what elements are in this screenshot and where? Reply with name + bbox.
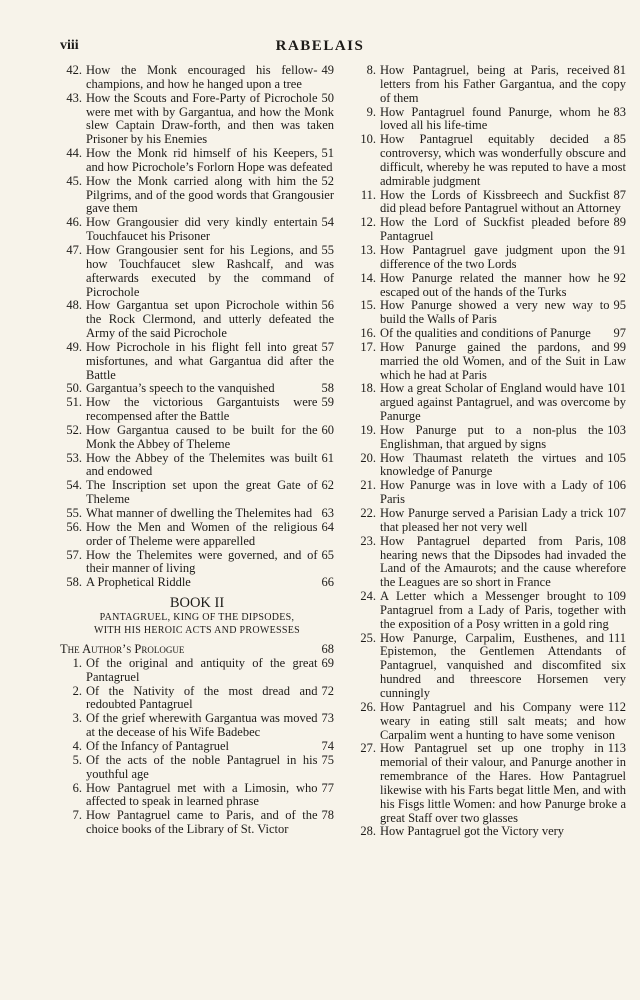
chapter-page-number: 112 [607,699,626,714]
chapter-page-number: 58 [321,381,334,396]
chapter-title-wrap [86,549,334,577]
chapter-title-wrap [86,782,334,810]
chapter-title-wrap [86,740,334,754]
contents-entry [60,341,334,383]
contents-entry [60,396,334,424]
chapter-title-wrap [380,825,626,839]
chapter-page-number: 85 [613,132,626,147]
contents-entry [60,479,334,507]
chapter-title-wrap [86,299,334,341]
chapter-title: How Panurge put to a non-plus the Englishman, that argued by signs [380,422,604,451]
chapter-title-wrap [380,106,626,134]
chapter-page-number: 108 [607,533,626,548]
chapter-number: 11. [360,187,376,202]
chapter-page-number: 113 [607,741,626,756]
prologue-wrap [60,643,334,657]
chapter-number: 54. [66,478,82,493]
contents-entry [60,576,334,590]
chapter-title: How Panurge gained the pardons, and married the old Women, and of the Suit in Law which he had at Paris [380,339,626,382]
book-subtitle: WITH HIS HEROIC ACTS AND PROWESSES [93,625,301,637]
chapter-page-number: 73 [321,711,334,726]
contents-entry [354,424,626,452]
chapter-number: 15. [360,298,376,313]
contents-entry [60,216,334,244]
chapter-page-number: 91 [613,242,626,257]
chapter-number: 20. [360,450,376,465]
chapter-title: What manner of dwelling the Thelemites had [86,506,313,520]
chapter-title: Of the Nativity of the most dread and redoubted Pantagruel [86,683,318,712]
page-number: viii [60,38,79,53]
chapter-title-wrap [86,712,334,740]
chapter-title: How the Men and Women of the religious order of Theleme were apparelled [86,519,318,548]
contents-entry [60,382,334,396]
contents-entry [354,299,626,327]
chapter-title-wrap [380,535,626,590]
chapter-page-number: 59 [321,395,334,410]
chapter-number: 42. [66,63,82,77]
contents-entry [60,549,334,577]
chapter-title-wrap [380,452,626,480]
contents-entry [354,106,626,134]
chapter-number: 53. [66,450,82,465]
chapter-number: 55. [66,506,82,520]
chapter-title: How the Abbey of the Thelemites was built and endowed [86,450,318,479]
contents-entry [354,133,626,188]
contents-entry [60,424,334,452]
prologue-title: The Author’s Prologue [60,642,185,657]
contents-entry [354,632,626,701]
contents-entry [60,175,334,217]
contents-entry [354,507,626,535]
chapter-page-number: 50 [321,90,334,105]
chapter-title-wrap [380,701,626,743]
chapter-title-wrap [86,685,334,713]
chapter-page-number: 92 [613,270,626,285]
chapter-title-wrap [86,452,334,480]
chapter-title: How the Scouts and Fore-Party of Picrochole were met with by Gargantua, and how the Monk slew Captain Draw-forth, and then was taken Prisoner by his Enemies [86,90,334,147]
prologue-entry [60,643,334,657]
contents-entry [354,382,626,424]
chapter-number: 5. [72,752,82,767]
chapter-page-number: 111 [608,630,626,645]
chapter-page-number: 57 [321,339,334,354]
chapter-title-wrap [380,382,626,424]
chapter-page-number: 65 [321,547,334,562]
chapter-title: How the Lords of Kissbreech and Suckfist did plead before Pantagruel without an Attorney [380,187,621,216]
chapter-number: 26. [360,699,376,714]
chapter-title-wrap [380,244,626,272]
contents-right-column [354,64,626,839]
chapter-number: 47. [66,242,82,257]
chapter-number: 18. [360,381,376,396]
chapter-title-wrap [86,809,334,837]
chapter-page-number: 64 [321,519,334,534]
chapter-number: 46. [66,215,82,230]
chapter-title: How Panurge served a Parisian Lady a trick that pleased her not very well [380,506,604,534]
contents-left-column [60,64,334,837]
chapter-title-wrap [86,382,334,396]
chapter-number: 23. [360,533,376,548]
chapter-title: How the Monk encouraged his fellow-champions, and how he hanged upon a tree [86,63,318,91]
contents-entry [354,189,626,217]
contents-entry [354,825,626,839]
chapter-number: 44. [66,146,82,161]
chapter-title: A Letter which a Messenger brought to Pantagruel from a Lady of Paris, together with the exposition of a Posy written in a gold ring [380,589,626,631]
chapter-number: 14. [360,270,376,285]
chapter-title-wrap [380,64,626,106]
contents-entry [354,479,626,507]
chapter-number: 45. [66,173,82,188]
chapter-page-number: 75 [321,752,334,767]
chapter-number: 4. [72,738,82,753]
chapter-title-wrap [380,590,626,632]
chapter-title-wrap [380,341,626,383]
chapter-page-number: 95 [613,298,626,313]
contents-entry [60,92,334,147]
chapter-number: 1. [72,655,82,670]
chapter-title-wrap [86,576,334,590]
chapter-page-number: 107 [607,506,626,520]
contents-entry [354,590,626,632]
chapter-page-number: 69 [321,655,334,670]
chapter-title: How a great Scholar of England would have argued against Pantagruel, and was overcome by Panurge [380,381,626,424]
chapter-title-wrap [86,64,334,92]
chapter-page-number: 105 [607,450,626,465]
contents-entry [354,327,626,341]
chapter-title-wrap [380,327,626,341]
chapter-title: How Panurge showed a very new way to build the Walls of Paris [380,298,610,327]
chapter-number: 48. [66,298,82,313]
chapter-title: How Pantagruel equitably decided a controversy, which was wonderfully obscure and difficult, whereby he was reputed to have a most admirable judgment [380,132,626,188]
chapter-title: How Pantagruel, being at Paris, received letters from his Father Gargantua, and the copy of them [380,63,626,105]
chapter-page-number: 60 [321,422,334,437]
chapter-number: 27. [360,741,376,756]
chapter-number: 13. [360,242,376,257]
chapter-title-wrap [86,341,334,383]
chapter-title: How Pantagruel and his Company were weary in eating still salt meats; and how Carpalim went a hunting to have some venison [380,699,626,742]
chapter-title: How Panurge was in love with a Lady of Paris [380,478,604,507]
chapter-title-wrap [380,424,626,452]
chapter-number: 56. [66,519,82,534]
chapter-page-number: 74 [321,738,334,753]
contents-entry [354,742,626,825]
chapter-page-number: 89 [613,215,626,230]
chapter-title-wrap [380,189,626,217]
chapter-number: 57. [66,547,82,562]
chapter-title: How the victorious Gargantuists were recompensed after the Battle [86,395,318,424]
chapter-title: Of the acts of the noble Pantagruel in his youthful age [86,752,318,781]
chapter-title-wrap [86,521,334,549]
chapter-title-wrap [380,299,626,327]
chapter-page-number: 81 [613,63,626,77]
chapter-page-number: 54 [321,215,334,230]
chapter-title-wrap [86,92,334,147]
chapter-title: How Panurge related the manner how he escaped out of the hands of the Turks [380,270,610,299]
chapter-title-wrap [380,742,626,825]
chapter-title-wrap [86,424,334,452]
chapter-title-wrap [380,133,626,188]
chapter-number: 6. [72,780,82,795]
chapter-title: Of the grief wherewith Gargantua was moved at the decease of his Wife Badebec [86,711,318,740]
chapter-page-number: 97 [613,326,626,341]
chapter-number: 3. [72,711,82,726]
chapter-title: How Gargantua caused to be built for the Monk the Abbey of Theleme [86,422,318,451]
chapter-page-number: 103 [607,422,626,437]
contents-entry [354,535,626,590]
contents-entry [60,740,334,754]
chapter-number: 50. [66,381,82,396]
chapter-number: 21. [360,478,376,493]
chapter-title: How the Lord of Suckfist pleaded before Pantagruel [380,215,610,244]
chapter-page-number: 106 [607,478,626,493]
chapter-title: How Grangousier did very kindly entertain Touchfaucet his Prisoner [86,215,318,244]
contents-entry [60,452,334,480]
chapter-number: 43. [66,90,82,105]
contents-entry [60,244,334,299]
chapter-title: How Pantagruel found Panurge, whom he loved all his life-time [380,104,610,133]
chapter-page-number: 72 [321,683,334,698]
chapter-title: Of the original and antiquity of the great Pantagruel [86,655,318,684]
chapter-page-number: 101 [607,381,626,396]
chapter-title-wrap [380,507,626,535]
prologue-page-number: 68 [321,642,334,657]
chapter-page-number: 83 [613,104,626,119]
chapter-number: 28. [360,824,376,839]
chapter-title: How the Thelemites were governed, and of their manner of living [86,547,318,576]
contents-entry [60,657,334,685]
chapter-title: How Picrochole in his flight fell into great misfortunes, and what Gargantua did after the Battle [86,339,334,382]
chapter-title: How Pantagruel set up one trophy in memorial of their valour, and Panurge another in remembrance of the Hares. How Pantagruel likewise with his Farts begat little Men, and with his Fisgs little Women: and how Panurge broke a great Staff over two glasses [380,741,626,825]
chapter-title-wrap [380,632,626,701]
chapter-page-number: 109 [607,589,626,604]
contents-entry [354,244,626,272]
chapter-number: 49. [66,339,82,354]
chapter-page-number: 63 [321,506,334,520]
contents-entry [354,701,626,743]
chapter-number: 12. [360,215,376,230]
chapter-title: A Prophetical Riddle [86,575,191,590]
page-header [60,38,580,58]
chapter-title-wrap [86,657,334,685]
chapter-title-wrap [380,272,626,300]
chapter-title-wrap [380,479,626,507]
chapter-title-wrap [86,216,334,244]
contents-entry [354,341,626,383]
chapter-title: How Pantagruel got the Victory very [380,824,565,839]
chapter-number: 51. [66,395,82,410]
chapter-page-number: 55 [321,242,334,257]
chapter-page-number: 77 [321,780,334,795]
chapter-page-number: 78 [321,808,334,823]
chapter-page-number: 87 [613,187,626,202]
chapter-title-wrap [86,754,334,782]
chapter-title: How Pantagruel departed from Paris, hearing news that the Dipsodes had invaded the Land of the Amaurots; and the cause wherefore the Leagues are so short in France [380,533,626,590]
chapter-number: 10. [360,132,376,147]
chapter-title: Gargantua’s speech to the vanquished [86,381,275,396]
chapter-title: The Inscription set upon the great Gate of Theleme [86,478,318,507]
chapter-number: 24. [360,589,376,604]
chapter-number: 9. [366,104,376,119]
chapter-title-wrap [86,244,334,299]
contents-entry [60,685,334,713]
contents-entry [60,299,334,341]
chapter-title-wrap [86,175,334,217]
chapter-page-number: 99 [613,339,626,354]
chapter-page-number: 62 [321,478,334,493]
chapter-title-wrap [86,507,334,521]
chapter-number: 22. [360,506,376,520]
contents-entry [60,782,334,810]
contents-entry [354,452,626,480]
chapter-title: How Panurge, Carpalim, Eusthenes, and Epistemon, the Gentlemen Attendants of Pantagruel, vanquished and discomfited six hundred and threescore Horsemen very cunningly [380,630,626,700]
contents-entry [60,521,334,549]
chapter-page-number: 51 [321,146,334,161]
chapter-title: How Pantagruel came to Paris, and of the choice books of the Library of St. Victor [86,808,318,837]
chapter-title: How Thaumast relateth the virtues and knowledge of Panurge [380,450,604,479]
contents-entry [354,64,626,106]
chapter-title-wrap [86,396,334,424]
chapter-number: 2. [72,683,82,698]
chapter-title: How Pantagruel gave judgment upon the difference of the two Lords [380,242,610,271]
contents-entry [354,272,626,300]
chapter-title-wrap [380,216,626,244]
chapter-number: 17. [360,339,376,354]
chapter-page-number: 56 [321,298,334,313]
contents-entry [60,64,334,92]
chapter-title: How the Monk carried along with him the Pilgrims, and of the good words that Grangousier gave them [86,173,334,216]
chapter-number: 19. [360,422,376,437]
chapter-number: 7. [72,808,82,823]
chapter-page-number: 61 [321,450,334,465]
chapter-number: 52. [66,422,82,437]
chapter-title: How the Monk rid himself of his Keepers, and how Picrochole’s Forlorn Hope was defeated [86,146,333,174]
chapter-page-number: 49 [321,63,334,77]
chapter-number: 25. [360,630,376,645]
chapter-title: How Gargantua set upon Picrochole within the Rock Clermond, and utterly defeated the Army of the said Picrochole [86,298,334,341]
chapter-title: Of the Infancy of Pantagruel [86,738,229,753]
chapter-title-wrap [86,147,334,175]
chapter-number: 16. [360,326,376,341]
chapter-title: Of the qualities and conditions of Panurge [380,326,591,341]
chapter-page-number: 66 [321,575,334,590]
book-heading: BOOK II [169,595,225,612]
book-subtitle: PANTAGRUEL, KING OF THE DIPSODES, [99,612,295,624]
contents-entry [60,809,334,837]
chapter-page-number: 52 [321,173,334,188]
chapter-number: 58. [66,575,82,590]
contents-entry [60,754,334,782]
contents-entry [60,712,334,740]
contents-entry [60,507,334,521]
chapter-title: How Pantagruel met with a Limosin, who affected to speak in learned phrase [86,780,318,809]
chapter-title: How Grangousier sent for his Legions, and how Touchfaucet slew Rashcalf, and was afterwards executed by the command of Picrochole [86,242,334,299]
chapter-number: 8. [366,63,376,77]
chapter-title-wrap [86,479,334,507]
contents-entry [354,216,626,244]
contents-entry [60,147,334,175]
running-title: RABELAIS [275,38,365,54]
